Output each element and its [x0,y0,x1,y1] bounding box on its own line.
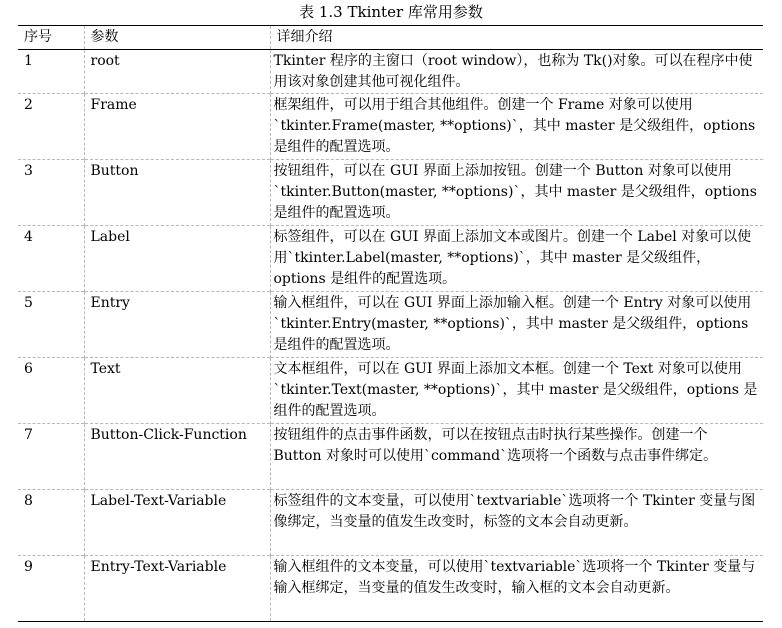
header-param: 参数 [84,26,270,50]
row-description: 按钮组件的点击事件函数，可以在按钮点击时执行某些操作。创建一个 Button 对象时可以使用`command`选项将一个函数与点击事件绑定。 [270,424,763,490]
row-index: 7 [18,424,84,490]
row-description: 文本框组件，可以在 GUI 界面上添加文本框。创建一个 Text 对象可以使用`tkinter.Text(master, **options)`，其中 master 是父级组件，options 是组件的配置选项。 [270,358,763,424]
row-param: Entry-Text-Variable [84,556,270,622]
row-param: Button-Click-Function [84,424,270,490]
row-index: 6 [18,358,84,424]
tkinter-params-table [18,25,763,622]
row-index: 1 [18,50,84,94]
row-index: 9 [18,556,84,622]
row-index: 4 [18,226,84,292]
row-index: 5 [18,292,84,358]
row-param: Entry [84,292,270,358]
row-description: 输入框组件，可以在 GUI 界面上添加输入框。创建一个 Entry 对象可以使用`tkinter.Entry(master, **options)`，其中 master 是父级组件，options 是组件的配置选项。 [270,292,763,358]
row-description: 输入框组件的文本变量，可以使用`textvariable`选项将一个 Tkinter 变量与输入框绑定，当变量的值发生改变时，输入框的文本会自动更新。 [270,556,763,622]
table-row [18,424,763,490]
row-param: Text [84,358,270,424]
row-param: Label-Text-Variable [84,490,270,556]
row-description: 标签组件的文本变量，可以使用`textvariable`选项将一个 Tkinter 变量与图像绑定，当变量的值发生改变时，标签的文本会自动更新。 [270,490,763,556]
table-row [18,490,763,556]
row-index: 8 [18,490,84,556]
row-param: Label [84,226,270,292]
row-description: 按钮组件，可以在 GUI 界面上添加按钮。创建一个 Button 对象可以使用`tkinter.Button(master, **options)`，其中 master 是父级组件，options 是组件的配置选项。 [270,160,763,226]
row-index: 3 [18,160,84,226]
table-row [18,226,763,292]
header-description: 详细介绍 [270,26,763,50]
row-param: root [84,50,270,94]
table-caption: 表 1.3 Tkinter 库常用参数 [299,3,483,21]
table-header-row [18,26,763,50]
table-row [18,292,763,358]
row-description: 标签组件，可以在 GUI 界面上添加文本或图片。创建一个 Label 对象可以使用`tkinter.Label(master, **options)`，其中 master 是父级组件，options 是组件的配置选项。 [270,226,763,292]
table-row [18,160,763,226]
table-row [18,94,763,160]
row-description: Tkinter 程序的主窗口（root window），也称为 Tk()对象。可以在程序中使用该对象创建其他可视化组件。 [270,50,763,94]
table-row [18,556,763,622]
table-row [18,358,763,424]
row-param: Frame [84,94,270,160]
table-row [18,50,763,94]
row-index: 2 [18,94,84,160]
header-index: 序号 [24,29,52,45]
row-description: 框架组件，可以用于组合其他组件。创建一个 Frame 对象可以使用`tkinter.Frame(master, **options)`，其中 master 是父级组件，options 是组件的配置选项。 [270,94,763,160]
row-param: Button [84,160,270,226]
